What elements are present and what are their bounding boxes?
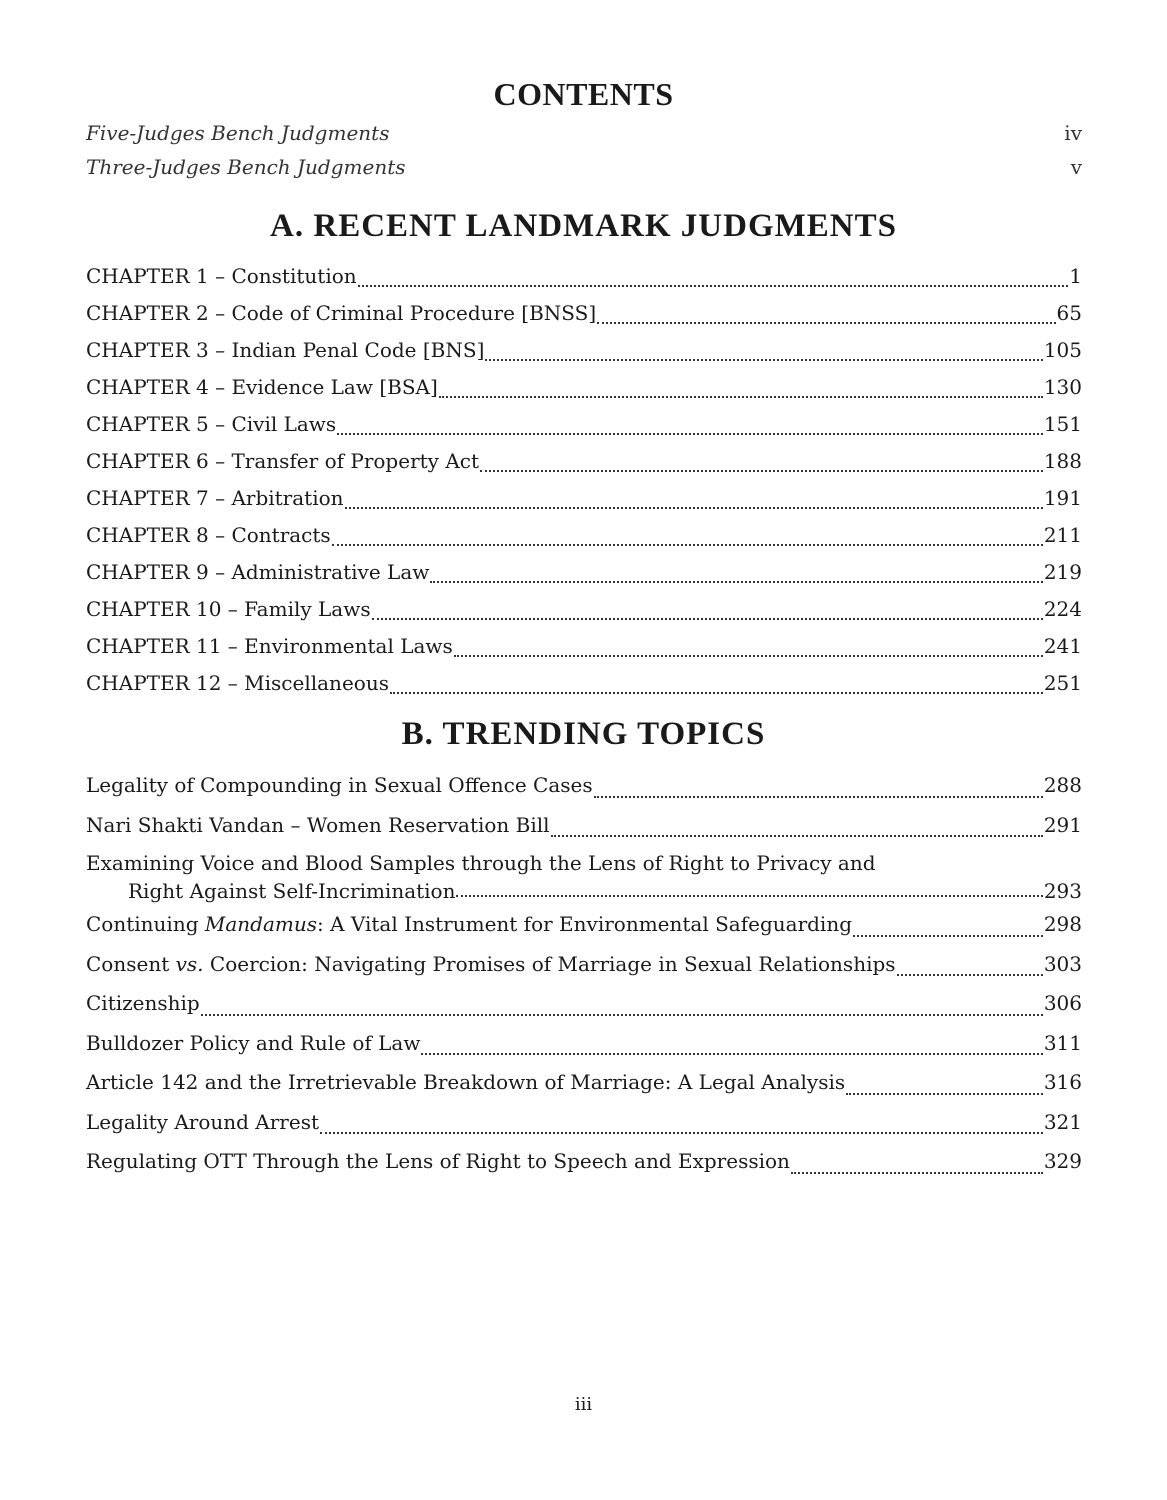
- section-b-toc: [86, 766, 1082, 1182]
- toc-entry: [86, 665, 1082, 702]
- toc-entry-page: 293: [1043, 879, 1082, 903]
- toc-entry-page: 311: [1043, 1030, 1082, 1055]
- toc-entry: [86, 517, 1082, 554]
- section-a-heading: A. RECENT LANDMARK JUDGMENTS: [270, 208, 897, 244]
- toc-entry-label: CHAPTER 12 – Miscellaneous: [86, 671, 389, 695]
- dot-leader: [456, 895, 1042, 897]
- dot-leader: [332, 544, 1043, 546]
- dot-leader: [439, 396, 1043, 398]
- toc-entry-label: Legality of Compounding in Sexual Offence Cases: [86, 773, 593, 797]
- label-italic: vs.: [175, 951, 204, 976]
- dot-leader: [485, 359, 1042, 361]
- toc-entry-page: 191: [1043, 486, 1082, 510]
- toc-entry-page: 1: [1069, 264, 1082, 288]
- dot-leader: [345, 507, 1043, 509]
- dot-leader: [791, 1172, 1043, 1174]
- toc-entry-label: Examining Voice and Blood Samples through the Lens of Right to Privacy and: [86, 851, 876, 875]
- front-matter-label: Three-Judges Bench Judgments: [86, 155, 406, 179]
- toc-entry: [86, 628, 1082, 665]
- toc-entry: [86, 766, 1082, 806]
- dot-leader: [853, 935, 1043, 937]
- toc-entry: [86, 406, 1082, 443]
- toc-entry-page: 251: [1043, 671, 1082, 695]
- toc-entry: [86, 295, 1082, 332]
- dot-leader: [320, 1132, 1043, 1134]
- toc-entry-label: CHAPTER 8 – Contracts: [86, 523, 331, 547]
- toc-entry-page: 65: [1056, 301, 1082, 325]
- toc-entry-page: 288: [1043, 773, 1082, 797]
- dot-leader: [594, 796, 1043, 798]
- toc-entry: [86, 443, 1082, 480]
- toc-entry-page: 241: [1043, 634, 1082, 658]
- toc-entry: [86, 332, 1082, 369]
- toc-entry: [86, 984, 1082, 1024]
- toc-entry-label: Nari Shakti Vandan – Women Reservation Bill: [86, 812, 550, 837]
- toc-entry-label: Legality Around Arrest: [86, 1109, 319, 1134]
- toc-entry-page: 316: [1043, 1070, 1082, 1094]
- toc-entry-page: 224: [1043, 597, 1082, 621]
- toc-entry-page: 291: [1043, 812, 1082, 837]
- dot-leader: [390, 692, 1043, 694]
- toc-entry-label: Article 142 and the Irretrievable Breakdown of Marriage: A Legal Analysis: [86, 1070, 846, 1094]
- dot-leader: [897, 974, 1043, 976]
- toc-entry-page: 298: [1043, 912, 1082, 936]
- toc-entry: [86, 1103, 1082, 1143]
- label-text: Consent: [86, 951, 176, 976]
- toc-entry-page: 321: [1043, 1109, 1082, 1134]
- toc-entry-page: 329: [1043, 1149, 1082, 1173]
- toc-entry: [86, 806, 1082, 846]
- toc-entry-label: CHAPTER 5 – Civil Laws: [86, 412, 337, 436]
- toc-entry: [86, 1063, 1082, 1103]
- toc-entry: [86, 905, 1082, 945]
- dot-leader: [846, 1093, 1043, 1095]
- toc-entry-label: CHAPTER 2 – Code of Criminal Procedure [BNSS]: [86, 301, 597, 325]
- toc-entry: [86, 945, 1082, 985]
- toc-entry-label: CHAPTER 7 – Arbitration: [86, 486, 344, 510]
- contents-title: CONTENTS: [493, 76, 674, 112]
- toc-entry: [86, 554, 1082, 591]
- dot-leader: [421, 1053, 1042, 1055]
- toc-entry-label: Regulating OTT Through the Lens of Right to Speech and Expression: [86, 1149, 790, 1173]
- toc-entry: [86, 591, 1082, 628]
- toc-entry-label: [86, 905, 852, 945]
- dot-leader: [551, 835, 1043, 837]
- front-matter-page: iv: [1064, 121, 1082, 145]
- toc-entry-page: 219: [1043, 560, 1082, 584]
- toc-entry-label: CHAPTER 1 – Constitution: [86, 264, 357, 288]
- front-matter-list: [86, 116, 1082, 184]
- toc-entry-label: Bulldozer Policy and Rule of Law: [86, 1030, 421, 1055]
- section-b-heading: B. TRENDING TOPICS: [401, 716, 766, 752]
- dot-leader: [337, 433, 1043, 435]
- dot-leader: [358, 285, 1069, 287]
- label-text: : A Vital Instrument for Environmental Safeguarding: [316, 912, 853, 936]
- toc-entry-label: [86, 945, 896, 985]
- toc-entry: [86, 845, 1082, 905]
- toc-entry-page: 303: [1043, 951, 1082, 976]
- toc-entry-page: 130: [1043, 375, 1082, 399]
- dot-leader: [597, 322, 1055, 324]
- label-italic: Mandamus: [204, 912, 317, 936]
- toc-entry-label: Citizenship: [86, 991, 200, 1015]
- section-a-toc: [86, 258, 1082, 702]
- toc-entry-page: 105: [1043, 338, 1082, 362]
- toc-entry-page: 151: [1043, 412, 1082, 436]
- toc-entry-label: CHAPTER 3 – Indian Penal Code [BNS]: [86, 338, 485, 362]
- front-matter-item: [86, 116, 1082, 150]
- toc-entry-label: CHAPTER 9 – Administrative Law: [86, 560, 430, 584]
- toc-entry-label-continued: Right Against Self-Incrimination: [128, 879, 456, 903]
- toc-entry: [86, 480, 1082, 517]
- toc-entry-label: CHAPTER 10 – Family Laws: [86, 597, 371, 621]
- dot-leader: [480, 470, 1043, 472]
- dot-leader: [201, 1014, 1043, 1016]
- front-matter-item: [86, 150, 1082, 184]
- toc-entry-page: 188: [1043, 449, 1082, 473]
- label-text: Continuing: [86, 912, 205, 936]
- front-matter-label: Five-Judges Bench Judgments: [86, 121, 390, 145]
- front-matter-page: v: [1070, 155, 1082, 179]
- toc-entry: [86, 369, 1082, 406]
- toc-entry: [86, 258, 1082, 295]
- toc-entry: [86, 1142, 1082, 1182]
- toc-entry: [86, 1024, 1082, 1064]
- toc-entry-label: CHAPTER 11 – Environmental Laws: [86, 634, 453, 658]
- dot-leader: [372, 618, 1043, 620]
- toc-entry-label: CHAPTER 6 – Transfer of Property Act: [86, 449, 479, 473]
- label-text: Coercion: Navigating Promises of Marriage in Sexual Relationships: [203, 951, 896, 976]
- dot-leader: [454, 655, 1043, 657]
- toc-entry-page: 211: [1043, 523, 1082, 547]
- page-number: iii: [574, 1394, 593, 1415]
- dot-leader: [430, 581, 1042, 583]
- toc-entry-label: CHAPTER 4 – Evidence Law [BSA]: [86, 375, 438, 399]
- toc-entry-page: 306: [1043, 991, 1082, 1015]
